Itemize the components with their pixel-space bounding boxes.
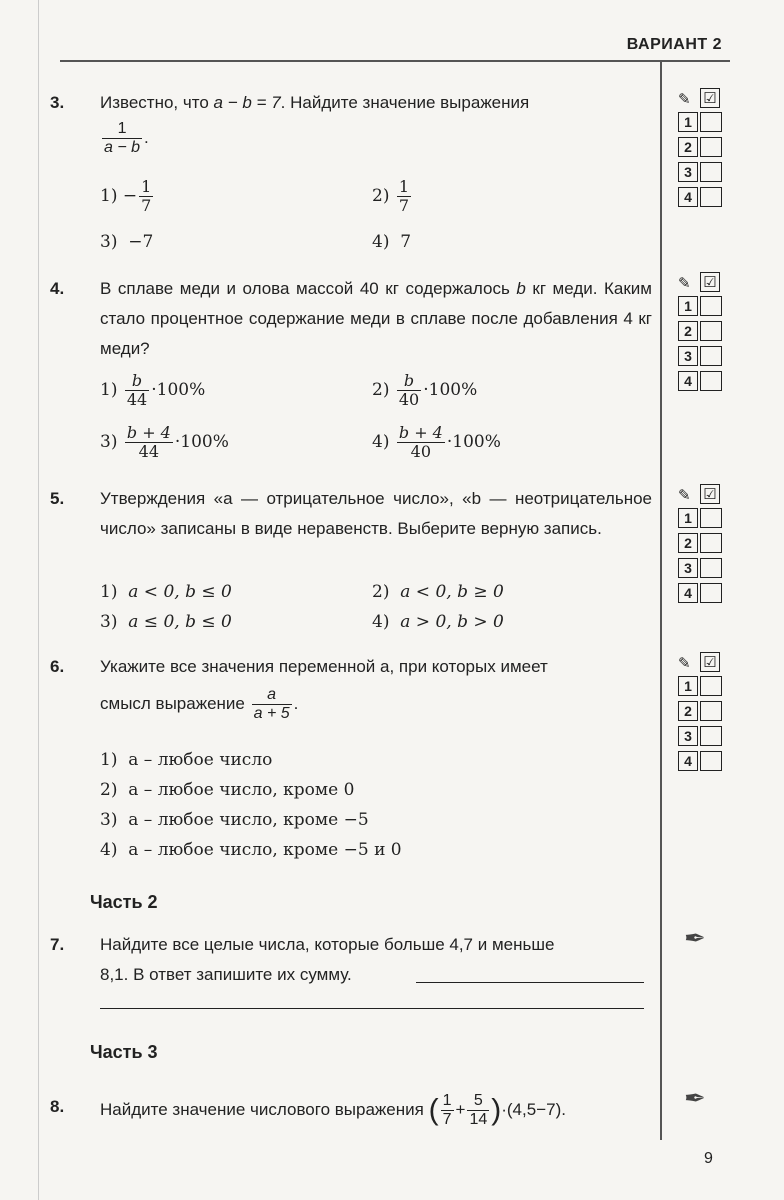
answer-box-task-6: ✎ ☑ 1 2 3 4 <box>672 652 728 774</box>
part-2-heading: Часть 2 <box>90 892 158 912</box>
expression-fraction: $\frac{1}{a - b}$ <box>104 120 141 156</box>
answer-checkbox[interactable] <box>700 371 722 391</box>
task-number: 6. <box>50 657 65 676</box>
answer-checkbox[interactable] <box>700 676 722 696</box>
left-margin-line <box>38 0 39 1200</box>
option-4[interactable]: 4) a > 0, b > 0 <box>372 612 504 632</box>
variant-label: ВАРИАНТ 2 <box>626 36 722 53</box>
answer-checkbox[interactable] <box>700 583 722 603</box>
task-number: 7. <box>50 935 65 954</box>
answer-checkbox[interactable] <box>700 162 722 182</box>
checkbox-icon: ☑ <box>700 272 720 292</box>
answer-checkbox[interactable] <box>700 112 722 132</box>
pen-icon: ✒ <box>684 1084 706 1114</box>
answer-checkbox[interactable] <box>700 701 722 721</box>
option-2[interactable]: 2) a – любое число, кроме 0 <box>100 780 355 800</box>
option-4[interactable]: 4) 7 <box>372 232 412 252</box>
option-2[interactable]: 2) a < 0, b ≥ 0 <box>372 582 504 602</box>
answer-checkbox[interactable] <box>700 751 722 771</box>
task-number: 3. <box>50 93 65 112</box>
answer-checkbox[interactable] <box>700 346 722 366</box>
answer-line[interactable] <box>416 982 644 983</box>
answer-checkbox[interactable] <box>700 558 722 578</box>
task-number: 8. <box>50 1097 65 1116</box>
answer-column-rule <box>660 60 662 1140</box>
pencil-icon: ✎ <box>678 486 691 504</box>
option-3[interactable]: 3) a ≤ 0, b ≤ 0 <box>100 612 232 632</box>
answer-checkbox[interactable] <box>700 726 722 746</box>
option-4[interactable]: 4) a – любое число, кроме −5 и 0 <box>100 840 402 860</box>
answer-line[interactable] <box>100 1008 644 1009</box>
pencil-icon: ✎ <box>678 654 691 672</box>
answer-checkbox[interactable] <box>700 533 722 553</box>
answer-checkbox[interactable] <box>700 296 722 316</box>
option-2[interactable]: 2) $\frac{1}{7}$ <box>372 177 410 215</box>
part-3-heading: Часть 3 <box>90 1042 158 1062</box>
option-1[interactable]: 1) $\frac{b}{44}$ ·100% <box>100 371 206 409</box>
option-4[interactable]: 4) $\frac{b + 4}{40}$ ·100% <box>372 423 501 461</box>
checkbox-icon: ☑ <box>700 88 720 108</box>
option-1[interactable]: 1) a – любое число <box>100 750 273 770</box>
pencil-icon: ✎ <box>678 274 691 292</box>
pen-icon: ✒ <box>684 924 706 954</box>
option-3[interactable]: 3) a – любое число, кроме −5 <box>100 810 369 830</box>
checkbox-icon: ☑ <box>700 652 720 672</box>
answer-box-task-5: ✎ ☑ 1 2 3 4 <box>672 484 728 606</box>
option-3[interactable]: 3) $\frac{b + 4}{44}$ ·100% <box>100 423 229 461</box>
answer-box-task-3: ✎ ☑ 1 2 3 4 <box>672 88 728 210</box>
option-1[interactable]: 1) a < 0, b ≤ 0 <box>100 582 232 602</box>
task-number: 5. <box>50 489 65 508</box>
answer-box-task-4: ✎ ☑ 1 2 3 4 <box>672 272 728 394</box>
option-2[interactable]: 2) $\frac{b}{40}$ ·100% <box>372 371 478 409</box>
header-rule <box>60 60 730 62</box>
option-1[interactable]: 1) − $\frac{1}{7}$ <box>100 177 152 215</box>
answer-checkbox[interactable] <box>700 137 722 157</box>
checkbox-icon: ☑ <box>700 484 720 504</box>
page-number: 9 <box>704 1150 713 1167</box>
option-3[interactable]: 3) −7 <box>100 232 154 252</box>
answer-checkbox[interactable] <box>700 508 722 528</box>
answer-checkbox[interactable] <box>700 187 722 207</box>
workbook-page: ВАРИАНТ 2 3. Известно, что a − b = 7. Найдите значение выражения $\frac{1}{a - b}$ . 1) − $\frac{1}{7}$ 2) $\frac{1}{7}$ 3) −7 4) 7 4. В сплаве меди и олова массой 40 кг содержалось b кг меди. Каким стало процентное содержание меди в сплаве после добавления 4 кг меди? 1) $\frac{b}{44}$ ·100% 2) $\frac{b}{40}$ ·100% 3) $\frac{b + 4}{44}$ ·100% 4) $\frac{b + 4}{40}$ ·100% 5. Утверждения «a — отрицательное число», «b — неотрицательное число» записаны в виде неравенств. Выберите верную запись. 1) a < 0, b ≤ 0 2) a < 0, b ≥ 0 3) a ≤ 0, b ≤ 0 4) a > 0, b > 0 6. Укажите все значения переменной a, при которых имеет смысл выражение $\frac{a}{a + 5}$ . 1) a – любое число 2) a – любое число, кроме 0 3) a – любое число, кроме −5 4) a – любое число, кроме −5 и 0 Часть 2 7. Найдите все целые числа, которые больше 4,7 и меньше 8,1. В ответ запишите их сумму. ✒ Часть 3 8. Найдите значение числового выражения ( $\frac{1}{7}$ + $\frac{5}{14}$ )·(4,5−7). ✒ ✎ ☑ 1 2 3 4 ✎ ☑ 1 2 3 4 ✎ ☑ 1 2 3 4 ✎ ☑ 1 2 3 4 9 <box>0 0 784 1200</box>
answer-checkbox[interactable] <box>700 321 722 341</box>
task-number: 4. <box>50 279 65 298</box>
expression-fraction: $\frac{a}{a + 5}$ <box>253 686 290 722</box>
pencil-icon: ✎ <box>678 90 691 108</box>
